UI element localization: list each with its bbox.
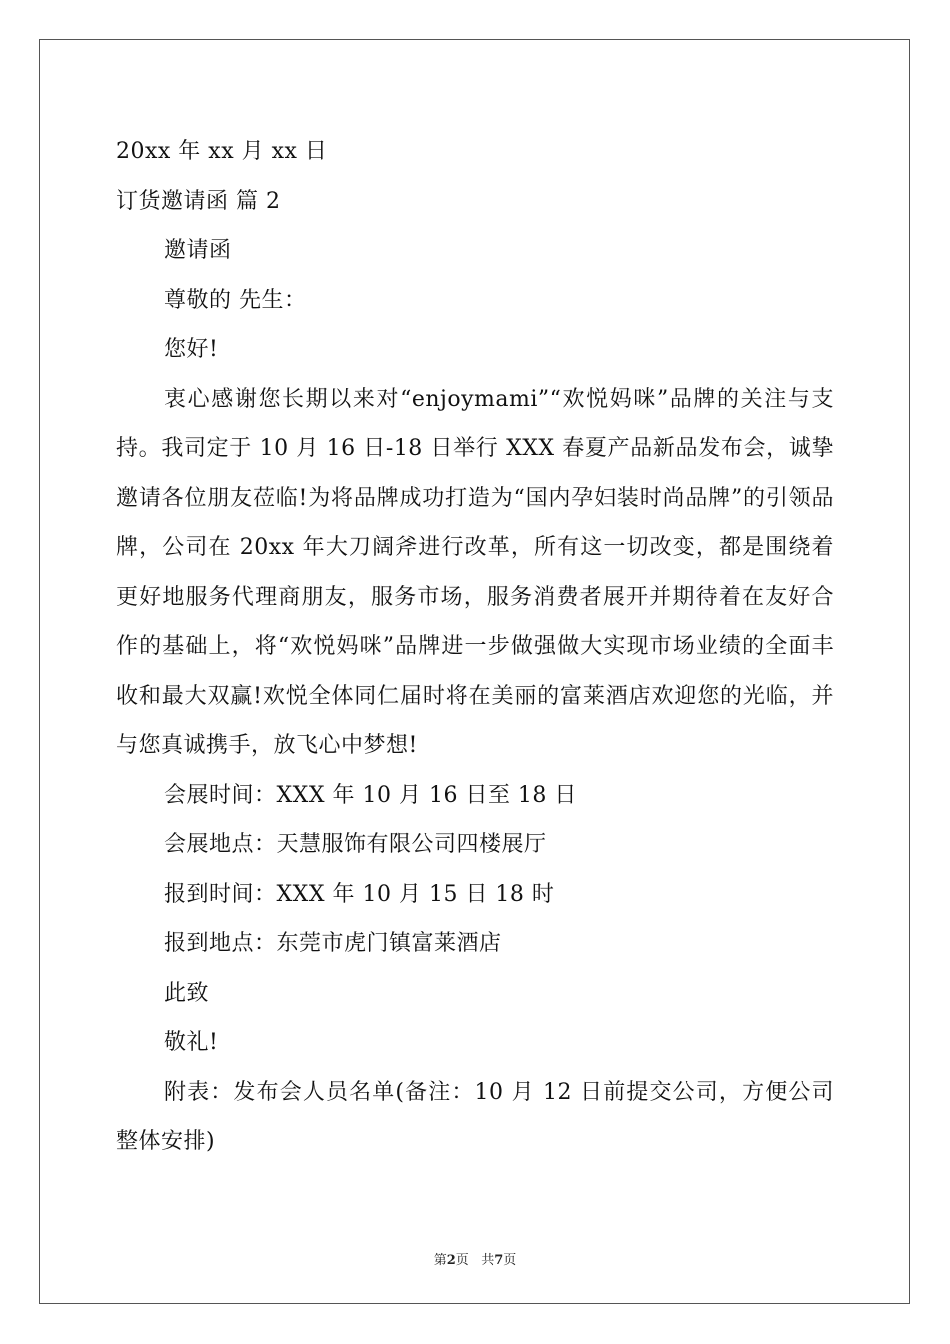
page-footer xyxy=(0,1249,950,1268)
detail-checkin-venue: 报到地点：东莞市虎门镇富莱酒店 xyxy=(164,931,502,956)
detail-checkin-time: 报到时间：XXX 年 10 月 15 日 18 时 xyxy=(164,881,555,907)
total-page-number: 7 xyxy=(494,1253,504,1268)
closing-line-2: 敬礼! xyxy=(164,1030,219,1055)
attachment-note: 附表：发布会人员名单(备注：10 月 12 日前提交公司，方便公司整体安排) xyxy=(116,1079,834,1154)
detail-exhibition-venue: 会展地点：天慧服饰有限公司四楼展厅 xyxy=(164,832,547,857)
salutation: 尊敬的 先生： xyxy=(164,287,307,313)
closing-line-1: 此致 xyxy=(164,980,210,1006)
section-title: 订货邀请函 篇 2 xyxy=(116,188,281,214)
footer-prefix: 第 xyxy=(433,1253,447,1268)
letter-heading: 邀请函 xyxy=(164,238,232,263)
footer-total-prefix: 共 xyxy=(481,1253,495,1268)
footer-page-unit: 页 xyxy=(455,1253,469,1268)
current-page-number: 2 xyxy=(446,1253,456,1268)
detail-exhibition-time: 会展时间：XXX 年 10 月 16 日至 18 日 xyxy=(164,782,577,808)
document-body xyxy=(116,127,836,1167)
footer-total-unit: 页 xyxy=(503,1253,517,1268)
date-line: 20xx 年 xx 月 xx 日 xyxy=(116,139,328,164)
greeting: 您好! xyxy=(164,337,219,362)
body-paragraph: 衷心感谢您长期以来对“enjoymami”“欢悦妈咪”品牌的关注与支持。我司定于 10 月 16 日-18 日举行 XXX 春夏产品新品发布会，诚挚邀请各位朋友莅临!为将品牌成功打造为“国内孕妇装时尚品牌”的引领品牌，公司在 20xx 年大刀阔斧进行改革，所有这一切改变，都是围绕着更好地服务代理商朋友，服务市场，服务消费者展开并期待着在友好合作的基础上，将“欢悦妈咪”品牌进一步做强做大实现市场业绩的全面丰收和最大双赢!欢悦全体同仁届时将在美丽的富莱酒店欢迎您的光临，并与您真诚携手，放飞心中梦想! xyxy=(116,386,834,758)
